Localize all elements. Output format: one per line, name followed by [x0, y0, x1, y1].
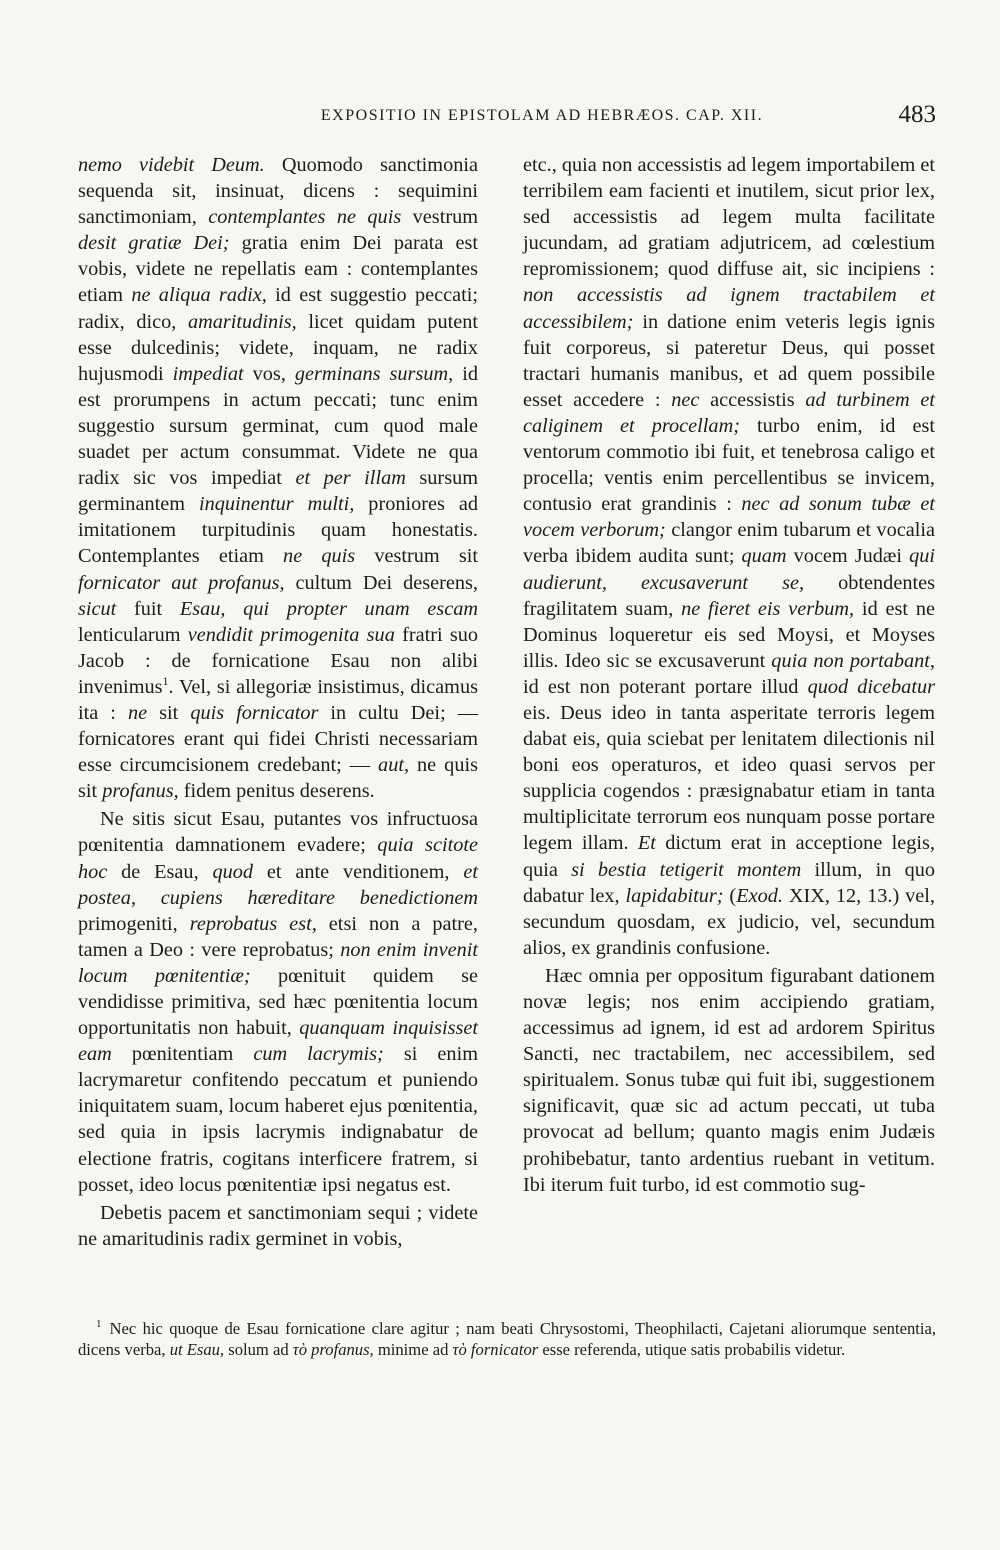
- text-run: vestrum: [401, 206, 478, 229]
- italic-text: quanquam inquisisset eam: [78, 1017, 479, 1066]
- italic-text: ne fieret eis verbum,: [681, 597, 855, 620]
- text-run: XIX, 12, 13.) vel, secundum quosdam, ex judicio, vel, secundum alios, ex grandinis confusione.: [523, 884, 935, 959]
- running-title: EXPOSITIO IN EPISTOLAM AD HEBRÆOS. CAP. XII.: [320, 107, 764, 124]
- text-run: pœnituit quidem se vendidisse primitiva, sed hæc pœnitentia locum opportunitatis non habuit,: [78, 964, 479, 1040]
- text-run: proniores ad imitationem turpitudinis quam honestatis. Contemplantes etiam: [78, 493, 478, 568]
- italic-text: inquinentur multi,: [198, 493, 355, 516]
- footnote-text: [78, 1319, 936, 1359]
- text-run: sursum germinantem: [78, 467, 478, 516]
- text-run: si enim lacrymaretur confitendo peccatum et puniendo iniquitatem suam, locum haberet ejus pœnitentia, sed quia in ipsis lacrymis indignabatur de electione fratris, cogitans interficere fratrem, si posset, ideo locus pœnitentiæ ipsi negatus est.: [78, 1043, 478, 1196]
- text-run: lenticularum: [78, 623, 188, 646]
- italic-text: Et: [637, 832, 656, 855]
- text-run: esse referenda, utique satis probabilis videtur.: [538, 1340, 846, 1359]
- text-run: in cultu Dei; — fornicatores erant qui fidei Christi necessariam esse circumcisionem credebant; —: [78, 701, 479, 777]
- text-run: primogeniti,: [78, 912, 190, 935]
- italic-text: vendidit primogenita sua: [187, 623, 395, 646]
- text-run: solum ad: [224, 1340, 293, 1359]
- italic-text: non accessistis ad ignem tractabilem et accessibilem;: [523, 284, 935, 333]
- text-run: id est ne Dominus loqueretur eis sed Moysi, et Moyses illis. Ideo sic se excusaverunt: [523, 597, 935, 672]
- footnote-number: 1: [96, 1318, 102, 1331]
- text-run: licet quidam putent esse dulcedinis; videte, inquam, ne radix hujusmodi: [78, 310, 478, 385]
- italic-text: ne aliqua radix,: [131, 284, 267, 307]
- italic-text: cum lacrymis;: [253, 1043, 384, 1066]
- paragraph: [78, 1200, 478, 1252]
- footnote: [78, 1318, 936, 1360]
- italic-text: contemplantes ne quis: [208, 206, 402, 229]
- italic-text: Esau, qui propter unam escam: [179, 597, 478, 620]
- italic-text: quod: [212, 860, 254, 883]
- italic-text: nec ad sonum tubæ et vocem verborum;: [523, 493, 936, 542]
- text-run: clangor enim tubarum et vocalia verba ibidem audita sunt;: [523, 519, 935, 568]
- text-run: Quomodo sanctimonia sequenda sit, insinuat, dicens : sequimini sanctimoniam,: [78, 154, 478, 229]
- italic-text: ne: [127, 701, 148, 724]
- text-run: Debetis pacem et sanctimoniam sequi ; videte ne amaritudinis radix germinet in vobis,: [78, 1201, 478, 1250]
- italic-text: quia scitote hoc: [78, 834, 478, 883]
- page-header: [78, 103, 936, 133]
- text-run: pœnitentiam: [111, 1043, 254, 1066]
- italic-text: quod dicebatur: [807, 675, 935, 698]
- italic-text: profanus,: [102, 780, 179, 803]
- paragraph: [523, 152, 935, 961]
- italic-text: fornicator aut profanus,: [78, 571, 285, 594]
- italic-text: ne quis: [283, 545, 356, 568]
- text-run: . Vel, si allegoriæ insistimus, dicamus ita :: [78, 675, 478, 724]
- page-number: 483: [898, 101, 936, 128]
- italic-text: sicut: [78, 597, 117, 620]
- text-run: vos,: [243, 362, 295, 385]
- text-run: vocem Judæi: [786, 545, 910, 568]
- text-run: fidem penitus deserens.: [178, 780, 375, 803]
- text-run: Nec hic quoque de Esau fornicatione clare agitur ; nam beati Chrysostomi, Theophilacti, Cajetani aliorumque sententia, dicens verba,: [78, 1319, 936, 1359]
- italic-text: τὸ profanus,: [292, 1340, 374, 1359]
- text-run: in datione enim veteris legis ignis fuit corporeus, si pateretur Deus, qui posset tractari humanis manibus, et ad quem possibile esset accedere :: [523, 310, 935, 411]
- paragraph: [78, 806, 478, 1197]
- italic-text: germinans sursum,: [294, 362, 454, 385]
- text-run: etsi non a patre, tamen a Deo : vere reprobatus;: [78, 912, 478, 961]
- text-run: cultum Dei deserens,: [284, 571, 478, 594]
- italic-text: lapidabitur;: [625, 884, 724, 907]
- italic-text: desit gratiæ Dei;: [78, 232, 230, 255]
- text-run: turbo enim, id est ventorum commotio ibi fuit, et tenebrosa caligo et procella; ventis enim percellentibus se invicem, contusio erat grandinis :: [523, 414, 935, 516]
- text-run: vestrum sit: [355, 545, 478, 568]
- right-column: [523, 152, 935, 1198]
- text-run: id est prorumpens in actum peccati; tunc enim suggestio sursum germinat, cum quod male suadet per actum consummat. Videte ne qua radix sic vos impediat: [78, 362, 478, 490]
- text-run: (: [723, 884, 737, 907]
- text-run: id est suggestio peccati; radix, dico,: [78, 284, 479, 333]
- italic-text: ad turbinem et caliginem et procellam;: [523, 388, 936, 437]
- paragraph: [523, 963, 935, 1198]
- italic-text: aut,: [378, 754, 410, 777]
- italic-text: nec: [671, 388, 700, 411]
- text-run: de Esau,: [107, 860, 213, 883]
- italic-text: quam: [741, 545, 787, 568]
- text-run: etc., quia non accessistis ad legem importabilem et terribilem eam facienti et inutilem, sicut prior lex, sed accessistis ad legem multa facilitate jucundam, ad gratiam adjutricem, ad cœlestium repromissionem; quod diffuse ait, sic incipiens :: [523, 154, 935, 281]
- italic-text: non enim invenit locum pœnitentiæ;: [78, 938, 478, 987]
- text-run: gratia enim Dei parata est vobis, videte ne repellatis eam : contemplantes etiam: [78, 232, 479, 307]
- text-run: sit: [147, 701, 191, 724]
- text-run: id est non poterant portare illud: [523, 675, 808, 698]
- italic-text: si bestia tetigerit montem: [571, 858, 802, 881]
- italic-text: nemo videbit Deum.: [78, 154, 265, 176]
- text-run: fratri suo Jacob : de fornicatione Esau non alibi invenimus: [78, 623, 478, 698]
- paragraph: [78, 152, 478, 804]
- text-run: fuit: [116, 597, 180, 620]
- italic-text: quia non portabant,: [771, 649, 935, 672]
- text-run: obtendentes fragilitatem suam,: [523, 571, 935, 620]
- italic-text: τὸ fornicator: [452, 1340, 539, 1359]
- text-run: dictum erat in acceptione legis, quia: [523, 832, 935, 881]
- left-column: [78, 152, 478, 1252]
- italic-text: quis fornicator: [190, 701, 319, 724]
- italic-text: et postea, cupiens hæreditare benedictionem: [78, 860, 478, 909]
- text-run: eis. Deus ideo in tanta asperitate terroris legem dabat eis, quia sciebat per lenitatem dilectionis nil boni eos operaturos, et ideo quasi servos per supplicia cogendos : præsignabatur etiam in tanta multiplicitate terrorum eos nunquam posse portare legem illam.: [523, 701, 935, 855]
- text-run: illum, in quo dabatur lex,: [523, 858, 935, 907]
- italic-text: reprobatus est,: [189, 912, 317, 935]
- text-run: et ante venditionem,: [253, 860, 464, 883]
- text-run: Hæc omnia per oppositum figurabant dationem novæ legis; nos enim accipiendo gratiam, accessimus ad ignem, id est ad ardorem Spiritus Sancti, nec tractabilem, nec accessibilem, sed spiritualem. Sonus tubæ qui fuit ibi, suggestionem significavit, quæ sic ad actum peccati, ut tuba provocat ad bellum; quanto magis enim Judæis prohibebatur, tanto ardentius ruebant in vetitum. Ibi iterum fuit turbo, id est commotio sug-: [523, 964, 935, 1196]
- italic-text: Exod.: [736, 884, 783, 907]
- text-run: Ne sitis sicut Esau, putantes vos infructuosa pœnitentia damnationem evadere;: [78, 808, 478, 857]
- italic-text: amaritudinis,: [187, 310, 297, 333]
- italic-text: ut Esau,: [169, 1340, 225, 1359]
- text-run: minime ad: [373, 1340, 453, 1359]
- italic-text: impediat: [172, 362, 244, 385]
- text-run: ne quis sit: [78, 754, 478, 803]
- italic-text: qui audierunt, excusaverunt se,: [523, 545, 935, 594]
- footnote-reference: 1: [162, 674, 169, 689]
- text-run: accessistis: [699, 388, 806, 411]
- italic-text: et per illam: [295, 467, 406, 490]
